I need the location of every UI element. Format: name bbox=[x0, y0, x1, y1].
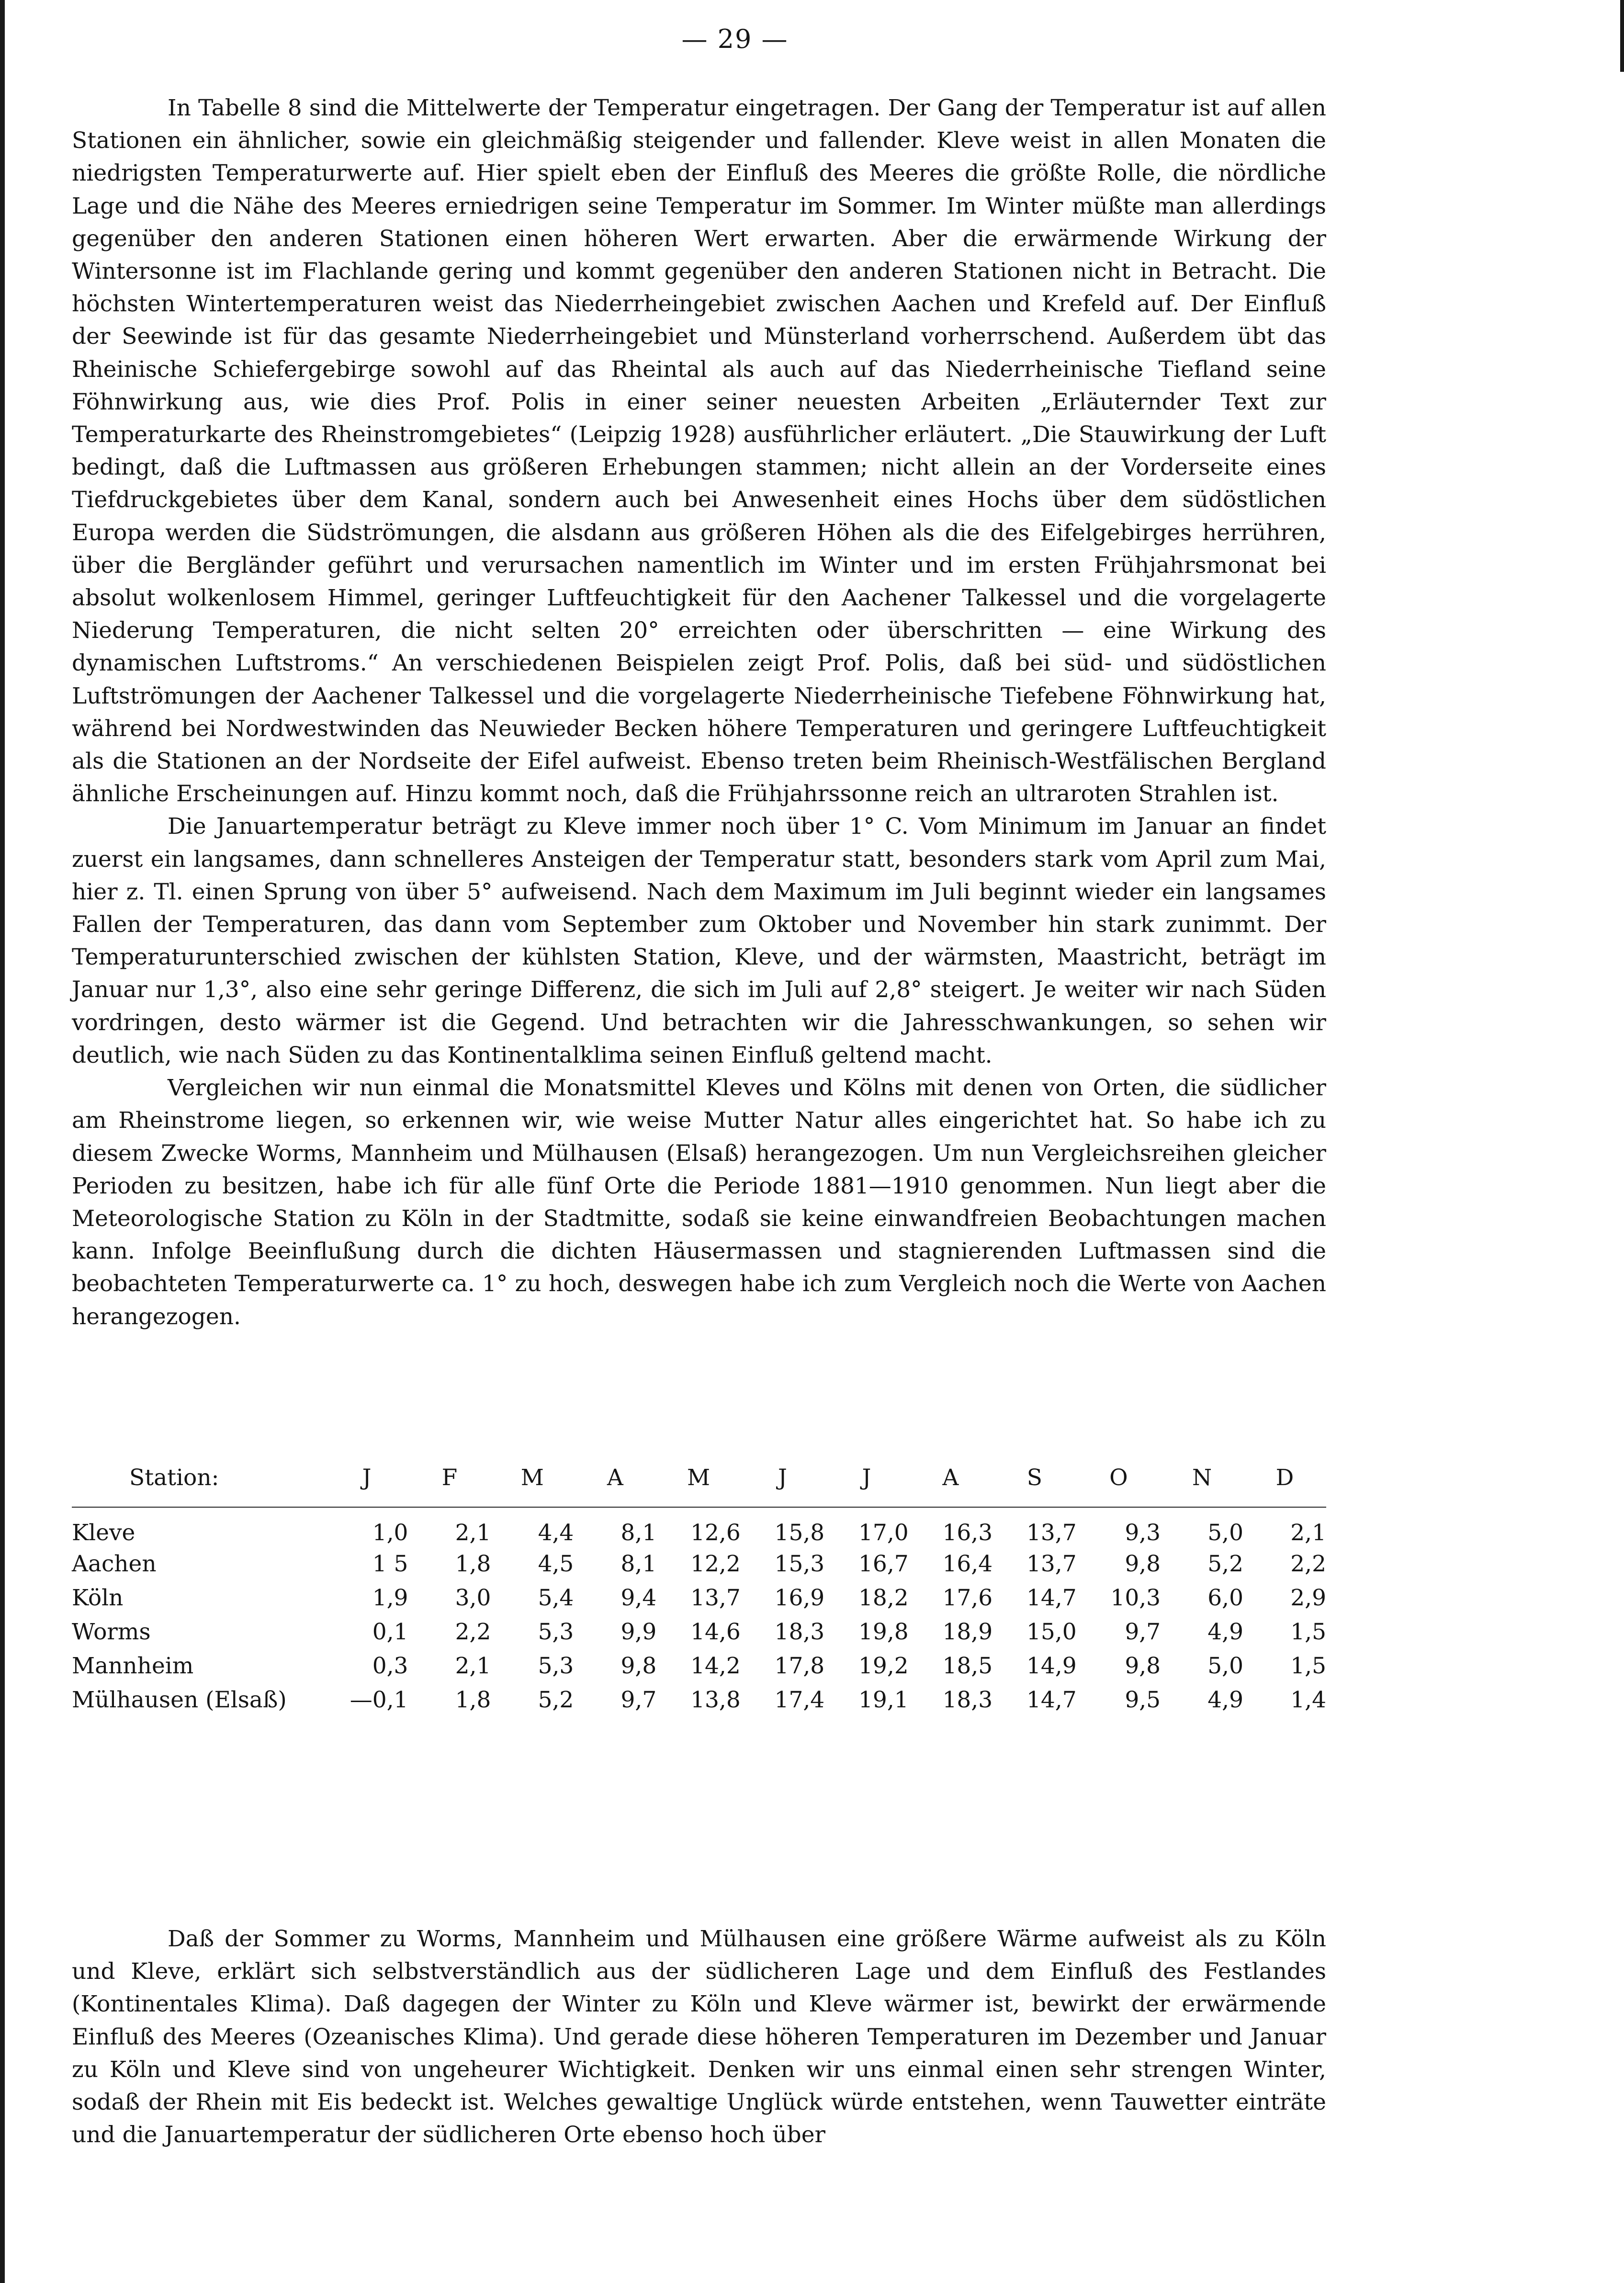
temperature-cell: 18,5 bbox=[942, 1653, 993, 1679]
body-text-lower bbox=[72, 1923, 1326, 2151]
temperature-cell: —0,1 bbox=[350, 1687, 408, 1713]
temperature-cell: 16,3 bbox=[942, 1519, 993, 1546]
paragraph-1: In Tabelle 8 sind die Mittelwerte der Temperatur eingetragen. Der Gang der Temperatur ist auf allen Stationen ein ähnlicher, sowie ein gleichmäßig steigender und fallender. Kleve weist in allen Monaten die niedrigsten Temperaturwerte auf. Hier spielt eben der Einfluß des Meeres die größte Rolle, die nördliche Lage und die Nähe des Meeres erniedrigen seine Temperatur im Sommer. Im Winter müßte man allerdings gegenüber den anderen Stationen einen höheren Wert erwarten. Aber die erwärmende Wirkung der Wintersonne ist im Flachlande gering und kommt gegenüber den anderen Stationen nicht in Betracht. Die höchsten Wintertemperaturen weist das Niederrheingebiet zwischen Aachen und Krefeld auf. Der Einfluß der Seewinde ist für das gesamte Niederrheingebiet und Münsterland vorherrschend. Außerdem übt das Rheinische Schiefergebirge sowohl auf das Rheintal als auch auf das Niederrheinische Tiefland seine Föhnwirkung aus, wie dies Prof. Polis in einer seiner neuesten Arbeiten „Erläuternder Text zur Temperaturkarte des Rheinstromgebietes“ (Leipzig 1928) ausführlicher erläutert. „Die Stauwirkung der Luft bedingt, daß die Luftmassen aus größeren Erhebungen stammen; nicht allein an der Vorderseite eines Tiefdruckgebietes über dem Kanal, sondern auch bei Anwesenheit eines Hochs über dem südöstlichen Europa werden die Südströmungen, die alsdann aus größeren Höhen als die des Eifelgebirges herrühren, über die Bergländer geführt und verursachen namentlich im Winter und im ersten Frühjahrsmonat bei absolut wolkenlosem Himmel, geringer Luftfeuchtigkeit für den Aachener Talkessel und die vorgelagerte Niederung Temperaturen, die nicht selten 20° erreichten oder überschritten — eine Wirkung des dynamischen Luftstroms.“ An verschiedenen Beispielen zeigt Prof. Polis, daß bei süd- und südöstlichen Luftströmungen der Aachener Talkessel und die vorgelagerte Niederrheinische Tiefebene Föhnwirkung hat, während bei Nordwestwinden das Neuwieder Becken höhere Temperaturen und geringere Luftfeuchtigkeit als die Stationen an der Nordseite der Eifel aufweist. Ebenso treten beim Rheinisch-Westfälischen Bergland ähnliche Erscheinungen auf. Hinzu kommt noch, daß die Frühjahrssonne reich an ultraroten Strahlen ist. bbox=[72, 95, 1326, 807]
temperature-cell: 1 5 bbox=[372, 1551, 408, 1577]
temperature-cell: 17,4 bbox=[774, 1687, 825, 1713]
temperature-cell: 10,3 bbox=[1110, 1585, 1161, 1611]
header-month: M bbox=[656, 1465, 740, 1507]
table-header-row bbox=[72, 1465, 1326, 1507]
temperature-cell: 12,6 bbox=[690, 1519, 741, 1546]
temperature-cell: 13,7 bbox=[1026, 1551, 1077, 1577]
paragraph-3: Vergleichen wir nun einmal die Monatsmittel Kleves und Kölns mit denen von Orten, die südlicher am Rheinstrome liegen, so erkennen wir, wie weise Mutter Natur alles eingerichtet hat. So habe ich zu diesem Zwecke Worms, Mannheim und Mülhausen (Elsaß) herangezogen. Um nun Vergleichsreihen gleicher Perioden zu besitzen, habe ich für alle fünf Orte die Periode 1881—1910 genommen. Nun liegt aber die Meteorologische Station zu Köln in der Stadtmitte, sodaß sie keine einwandfreien Beobachtungen machen kann. Infolge Beeinflußung durch die dichten Häusermassen und stagnierenden Luftmassen sind die beobachteten Temperaturwerte ca. 1° zu hoch, deswegen habe ich zum Vergleich noch die Werte von Aachen herangezogen. bbox=[72, 1075, 1326, 1330]
temperature-cell: 0,1 bbox=[372, 1619, 408, 1645]
station-name: Worms bbox=[72, 1619, 151, 1645]
temperature-cell: 2,9 bbox=[1290, 1585, 1326, 1611]
header-month: D bbox=[1243, 1465, 1326, 1507]
table-row bbox=[72, 1683, 1326, 1717]
header-month: S bbox=[992, 1465, 1076, 1507]
temperature-cell: 5,0 bbox=[1207, 1653, 1244, 1679]
station-name: Köln bbox=[72, 1585, 124, 1611]
page-binding-edge bbox=[0, 0, 5, 2283]
temperature-cell: 14,7 bbox=[1026, 1687, 1077, 1713]
temperature-cell: 1,9 bbox=[372, 1585, 408, 1611]
header-month: J bbox=[824, 1465, 908, 1507]
temperature-cell: 1,4 bbox=[1290, 1687, 1326, 1713]
table-body bbox=[72, 1507, 1326, 1717]
temperature-cell: 14,6 bbox=[690, 1619, 741, 1645]
temperature-cell: 5,2 bbox=[1207, 1551, 1244, 1577]
header-month: J bbox=[741, 1465, 824, 1507]
station-name: Mannheim bbox=[72, 1653, 194, 1679]
temperature-cell: 16,9 bbox=[774, 1585, 825, 1611]
temperature-cell: 5,3 bbox=[538, 1653, 574, 1679]
header-month: M bbox=[491, 1465, 574, 1507]
temperature-cell: 3,0 bbox=[455, 1585, 491, 1611]
temperature-cell: 9,9 bbox=[620, 1619, 657, 1645]
temperature-cell: 19,8 bbox=[858, 1619, 909, 1645]
temperature-cell: 9,7 bbox=[620, 1687, 657, 1713]
table-row bbox=[72, 1581, 1326, 1615]
temperature-cell: 2,2 bbox=[455, 1619, 491, 1645]
page-number: — 29 — bbox=[681, 24, 789, 54]
temperature-cell: 1,5 bbox=[1290, 1619, 1326, 1645]
body-text-upper bbox=[72, 92, 1326, 1333]
temperature-cell: 14,2 bbox=[690, 1653, 741, 1679]
temperature-cell: 9,7 bbox=[1125, 1619, 1161, 1645]
temperature-cell: 9,3 bbox=[1125, 1519, 1161, 1546]
header-month: A bbox=[909, 1465, 992, 1507]
temperature-cell: 9,8 bbox=[620, 1653, 657, 1679]
temperature-cell: 1,5 bbox=[1290, 1653, 1326, 1679]
temperature-cell: 4,4 bbox=[538, 1519, 574, 1546]
temperature-cell: 17,8 bbox=[774, 1653, 825, 1679]
header-month: A bbox=[574, 1465, 656, 1507]
temperature-cell: 4,5 bbox=[538, 1551, 574, 1577]
table-row bbox=[72, 1547, 1326, 1581]
header-month: J bbox=[326, 1465, 408, 1507]
temperature-cell: 17,6 bbox=[942, 1585, 993, 1611]
temperature-cell: 18,9 bbox=[942, 1619, 993, 1645]
temperature-cell: 5,0 bbox=[1207, 1519, 1244, 1546]
station-name: Mülhausen (Elsaß) bbox=[72, 1687, 287, 1713]
header-month: F bbox=[408, 1465, 491, 1507]
temperature-cell: 14,7 bbox=[1026, 1585, 1077, 1611]
station-name: Aachen bbox=[72, 1551, 157, 1577]
temperature-cell: 15,3 bbox=[774, 1551, 825, 1577]
temperature-cell: 9,8 bbox=[1125, 1653, 1161, 1679]
temperature-cell: 16,4 bbox=[942, 1551, 993, 1577]
temperature-cell: 19,2 bbox=[858, 1653, 909, 1679]
temperature-cell: 16,7 bbox=[858, 1551, 909, 1577]
temperature-cell: 4,9 bbox=[1207, 1687, 1244, 1713]
temperature-cell: 13,8 bbox=[690, 1687, 741, 1713]
table-row bbox=[72, 1507, 1326, 1547]
temperature-cell: 6,0 bbox=[1207, 1585, 1244, 1611]
temperature-cell: 5,4 bbox=[538, 1585, 574, 1611]
temperature-cell: 0,3 bbox=[372, 1653, 408, 1679]
page-corner-edge bbox=[1620, 0, 1624, 72]
temperature-cell: 5,3 bbox=[538, 1619, 574, 1645]
temperature-cell: 12,2 bbox=[690, 1551, 741, 1577]
temperature-cell: 13,7 bbox=[1026, 1519, 1077, 1546]
temperature-cell: 1,8 bbox=[455, 1551, 491, 1577]
table-row bbox=[72, 1615, 1326, 1649]
temperature-cell: 14,9 bbox=[1026, 1653, 1077, 1679]
temperature-cell: 8,1 bbox=[620, 1551, 657, 1577]
temperature-cell: 5,2 bbox=[538, 1687, 574, 1713]
temperature-cell: 9,8 bbox=[1125, 1551, 1161, 1577]
temperature-cell: 15,8 bbox=[774, 1519, 825, 1546]
paragraph-2: Die Januartemperatur beträgt zu Kleve immer noch über 1° C. Vom Minimum im Januar an findet zuerst ein langsames, dann schnelleres Ansteigen der Temperatur statt, besonders stark vom April zum Mai, hier z. Tl. einen Sprung von über 5° aufweisend. Nach dem Maximum im Juli beginnt wieder ein langsames Fallen der Temperaturen, das dann vom September zum Oktober und November hin stark zunimmt. Der Temperaturunterschied zwischen der kühlsten Station, Kleve, und der wärmsten, Maastricht, beträgt im Januar nur 1,3°, also eine sehr geringe Differenz, die sich im Juli auf 2,8° steigert. Je weiter wir nach Süden vordringen, desto wärmer ist die Gegend. Und betrachten wir die Jahresschwankungen, so sehen wir deutlich, wie nach Süden zu das Kontinentalklima seinen Einfluß geltend macht. bbox=[72, 813, 1326, 1068]
temperature-cell: 19,1 bbox=[858, 1687, 909, 1713]
temperature-table bbox=[72, 1465, 1326, 1717]
temperature-cell: 4,9 bbox=[1207, 1619, 1244, 1645]
temperature-cell: 2,1 bbox=[455, 1519, 491, 1546]
header-month: O bbox=[1077, 1465, 1161, 1507]
temperature-cell: 18,3 bbox=[942, 1687, 993, 1713]
temperature-cell: 1,8 bbox=[455, 1687, 491, 1713]
paragraph-4: Daß der Sommer zu Worms, Mannheim und Mülhausen eine größere Wärme aufweist als zu Köln und Kleve, erklärt sich selbstverständlich aus der südlicheren Lage und dem Einfluß des Festlandes (Kontinentales Klima). Daß dagegen der Winter zu Köln und Kleve wärmer ist, bewirkt der erwärmende Einfluß des Meeres (Ozeanisches Klima). Und gerade diese höheren Temperaturen im Dezember und Januar zu Köln und Kleve sind von ungeheurer Wichtigkeit. Denken wir uns einmal einen sehr strengen Winter, sodaß der Rhein mit Eis bedeckt ist. Welches gewaltige Unglück würde entstehen, wenn Tauwetter einträte und die Januartemperatur der südlicheren Orte ebenso hoch über bbox=[72, 1926, 1326, 2148]
temperature-cell: 15,0 bbox=[1026, 1619, 1077, 1645]
temperature-cell: 2,1 bbox=[455, 1653, 491, 1679]
table-row bbox=[72, 1649, 1326, 1683]
temperature-cell: 18,2 bbox=[858, 1585, 909, 1611]
temperature-cell: 18,3 bbox=[774, 1619, 825, 1645]
temperature-cell: 9,4 bbox=[620, 1585, 657, 1611]
header-month: N bbox=[1161, 1465, 1243, 1507]
header-station: Station: bbox=[72, 1465, 326, 1507]
station-name: Kleve bbox=[72, 1519, 135, 1546]
temperature-cell: 9,5 bbox=[1125, 1687, 1161, 1713]
temperature-cell: 8,1 bbox=[620, 1519, 657, 1546]
temperature-cell: 17,0 bbox=[858, 1519, 909, 1546]
temperature-cell: 2,2 bbox=[1290, 1551, 1326, 1577]
temperature-cell: 13,7 bbox=[690, 1585, 741, 1611]
temperature-cell: 2,1 bbox=[1290, 1519, 1326, 1546]
temperature-cell: 1,0 bbox=[372, 1519, 408, 1546]
